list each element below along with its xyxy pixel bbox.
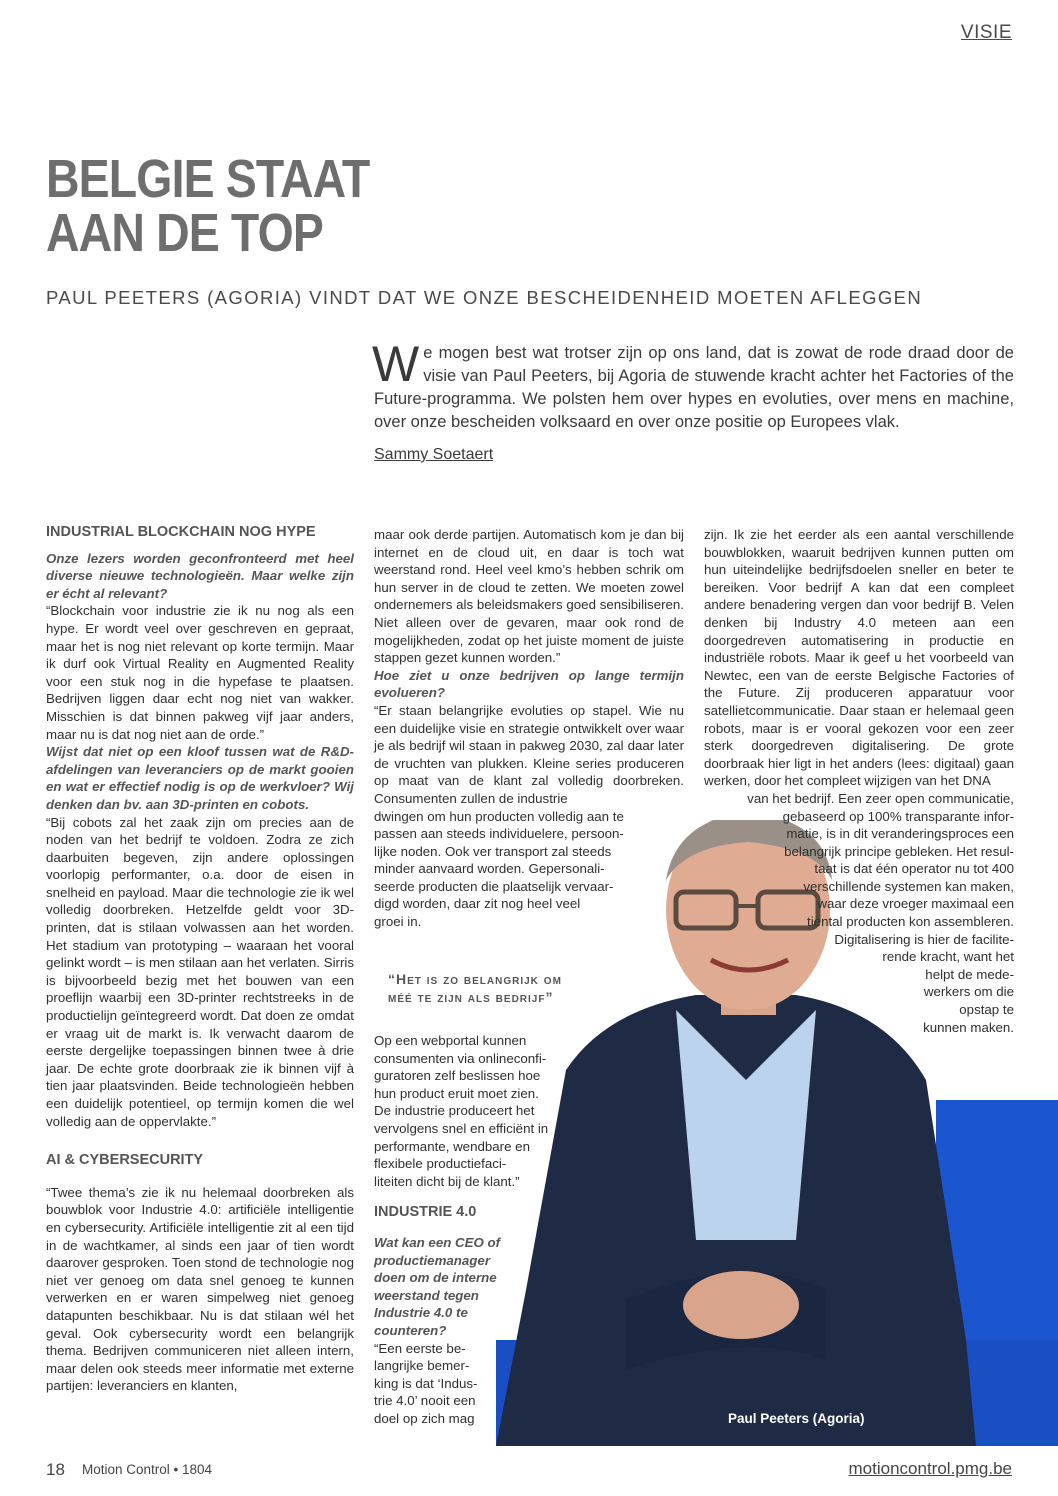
text-line: doen om de interne (374, 1270, 497, 1286)
text-line: helpt de mede- (925, 966, 1014, 982)
text-line: vervolgens snel en efficiënt in (374, 1120, 549, 1136)
text-line: matie, is in dit veranderingsproces een (786, 826, 1014, 842)
text-line: rende kracht, want het (882, 949, 1014, 965)
text-line: langrijke bemer- (374, 1358, 470, 1374)
photo-caption: Paul Peeters (Agoria) (728, 1411, 865, 1426)
title-line-1: BELGIE STAAT (46, 149, 370, 209)
text-line: trie 4.0’ nooit een (374, 1393, 476, 1409)
author-byline[interactable]: Sammy Soetaert (374, 446, 494, 463)
text-line: Digitalisering is hier de facilite- (834, 931, 1014, 947)
intro-paragraph (372, 336, 1014, 434)
title-line-2: AAN DE TOP (46, 203, 323, 263)
answer-6-wrap (704, 790, 1014, 1036)
text-line: verschillende systemen kan maken, (803, 878, 1014, 894)
text-line: digd worden, daar zit nog heel veel (374, 896, 581, 912)
column-1 (46, 524, 354, 1395)
text-line: consumenten via onlineconfi- (374, 1050, 547, 1066)
text-line: performante, wendbare en (374, 1138, 530, 1154)
heading-industrie-40: INDUSTRIE 4.0 (374, 1204, 477, 1221)
text-line: weerstand tegen (374, 1287, 479, 1303)
text-line: king is dat ‘Indus- (374, 1375, 478, 1391)
text-line: taat is dat één operator nu tot 400 (814, 861, 1014, 877)
text-line: seerde producten die plaatselijk vervaar- (374, 878, 614, 894)
dropcap: W (372, 336, 420, 392)
column-3 (704, 526, 1014, 1036)
text-line: opstap te (959, 1002, 1014, 1018)
text-line: waar deze vroeger maximaal een (817, 896, 1014, 912)
website-link[interactable]: motioncontrol.pmg.be (848, 1459, 1012, 1478)
heading-ai-cybersecurity: AI & CYBERSECURITY (46, 1152, 204, 1169)
text-line: passen aan steeds individuelere, persoon- (374, 826, 624, 842)
text-line: groei in. (374, 914, 422, 930)
text-line: gebaseerd op 100% transparante infor- (782, 808, 1014, 824)
pull-quote (388, 970, 562, 1006)
answer-4: maar ook derde partijen. Automatisch kom je dan bij internet en de cloud uit, en daar is toch wat weerstand rond. Heel veel kmo’s hebben schrik om hun server in de cloud te zetten. We moeten zowel ondernemers als beleidsmakers goed sensibiliseren. Niet alleen over de gevaren, maar ook rond de mogelijkheden, zodat op het juiste moment de juiste stappen gezet kunnen worden.” (374, 527, 684, 666)
text-line: Industrie 4.0 te (374, 1305, 468, 1321)
text-line: hun product eruit moet zien. (374, 1085, 539, 1101)
page-number: 18 (46, 1460, 65, 1479)
text-line: guratoren zelf beslissen hoe (374, 1068, 541, 1084)
heading-blockchain: INDUSTRIAL BLOCKCHAIN NOG HYPE (46, 524, 316, 540)
text-line: belangrijk principe gebleken. Het resul- (784, 843, 1014, 859)
text-line: De industrie produceert het (374, 1103, 535, 1119)
text-line: productiemanager (374, 1252, 491, 1268)
answer-3: “Twee thema’s zie ik nu helemaal doorbreken als bouwblok voor Industrie 4.0: artificiële intelligentie en cybersecurity. Artificiële intelligentie zit al een tijd in de wachtkamer, al sinds een jaar of tien wordt daarover gesproken. Toen stond de technologie nog niet ver genoeg om data snel genoeg te kunnen verwerken en er waren simpelweg niet genoeg datapunten beschikbaar. Nu is dat stilaan wél het geval. Ook cybersecurity wordt een belangrijk thema. Bedrijven communiceren niet alleen intern, maar delen ook steeds meer informatie met externe partijen: leveranciers en klanten, (46, 1184, 354, 1394)
text-line: lijke noden. Ook ver transport zal steeds (374, 843, 612, 859)
text-line: doel op zich mag (374, 1410, 475, 1426)
text-line: liteiten dicht bij de klant.” (374, 1173, 520, 1189)
text-line: van het bedrijf. Een zeer open communicatie, (747, 790, 1014, 806)
article-subtitle: PAUL PEETERS (AGORIA) VINDT DAT WE ONZE BESCHEIDENHEID MOETEN AFLEGGEN (46, 287, 923, 308)
text-line: counteren? (374, 1322, 447, 1338)
hands (683, 1271, 799, 1339)
text-line: kunnen maken. (923, 1019, 1014, 1035)
text-line: minder aanvaard worden. Gepersonali- (374, 861, 605, 877)
text-line: Wat kan een CEO of (374, 1234, 501, 1250)
column-2-lower (374, 1032, 559, 1427)
pull-quote-line: “Het is zo belangrijk om (388, 971, 562, 987)
text-line: “Een eerste be- (374, 1340, 466, 1356)
publication-name: Motion Control • 1804 (82, 1462, 213, 1477)
text-line: flexibele productiefaci- (374, 1156, 507, 1172)
intro-text: e mogen best wat trotser zijn op ons land, dat is zowat de rode draad door de visie van Paul Peeters, bij Agoria de stuwende kracht achter het Factories of the Future-programma. We polsten hem over hypes en evoluties, over mens en machine, over onze bescheiden volksaard en over onze positie op Europees vlak. (374, 344, 1014, 431)
answer-5-wrap (374, 808, 644, 931)
question-1: Onze lezers worden geconfronteerd met heel diverse nieuwe technologieën. Maar welke zijn er écht al relevant? (46, 550, 354, 601)
answer-2: “Bij cobots zal het zaak zijn om precies aan de noden van het bedrijf te voldoen. Zodra ze zich daarbuiten begeven, zijn andere oplossingen voorlopig performanter, o.a. door de eisen in snelheid en payload. Maar die technologie zie ik wel volledig doorbreken. Hetzelfde geldt voor 3D-printen, dat is stilaan volwassen aan het worden. Het stadium van prototyping – waaraan het vooral gelinkt wordt – is men stilaan aan het verlaten. Sirris is bijvoorbeeld bezig met het bouwen van een proeflijn waarbij een 3D-printer rechtstreeks in de productielijn geïntegreerd wordt. Dat doen ze omdat er vraag uit de markt is. Ik verwacht daarom de eerste dergelijke toepassingen binnen twee à drie jaar. De echte grote doorbraak zie ik binnen vijf à tien jaar plaatsvinden. Beide technologieën hebben een duidelijk potentieel, op termijn komen die wel volledig aan de oppervlakte.” (46, 814, 354, 1129)
answer-1: “Blockchain voor industrie zie ik nu nog als een hype. Er wordt veel over geschreven en gepraat, maar het is nog niet relevant op korte termijn. Maar ik durf ook Virtual Reality en Augmented Reality voor een stuk nog in die hypefase te plaatsen. Bedrijven liggen daar echt nog niet van wakker. Misschien is dat binnen pakweg vijf jaar anders, maar nu is dat nog niet aan de orde.” (46, 603, 354, 742)
article-title (46, 149, 370, 263)
text-line: werkers om die (923, 984, 1014, 1000)
text-line: dwingen om hun producten volledig aan te (374, 808, 624, 824)
answer-6: zijn. Ik zie het eerder als een aantal verschillende bouwblokken, waaruit bedrijven kunnen putten om hun uiteindelijke bedrijfsdoelen sneller en beter te bereiken. Voor bedrijf A kan dat een compleet andere benadering vergen dan voor bedrijf B. Velen denken bij Industry 4.0 meteen aan een doorgedreven automatisering in productie en industriële robots. Maar ik geef u het voorbeeld van Newtec, een van de eerste Belgische Factories of the Future. Zij produceren apparatuur voor satellietcommunicatie. Daar staan er helemaal geen robots, maar is er vooral gekozen voor een zeer sterk doorgedreven digitalisering. De grote doorbraak hier ligt in het anders (lees: digitaal) gaan werken, door het compleet wijzigen van het DNA (704, 527, 1014, 789)
text-line: Op een webportal kunnen (374, 1033, 527, 1048)
column-2 (374, 526, 684, 931)
section-tag[interactable]: VISIE (960, 22, 1012, 43)
text-line: tiental producten kon assembleren. (807, 914, 1014, 930)
answer-5: “Er staan belangrijke evoluties op stapel. Wie nu een duidelijke visie en strategie ontwikkelt over waar je als bedrijf wil staan in pakweg 2030, zal daar later de vruchten van plukken. Kleine series produceren op maat van de klant zal volledig doorbreken. Consumenten zullen de industrie (374, 702, 684, 806)
pull-quote-line: méé te zijn als bedrijf” (388, 989, 554, 1005)
question-3: Hoe ziet u onze bedrijven op lange termijn evolueren? (374, 667, 684, 701)
question-2: Wijst dat niet op een kloof tussen wat de R&D-afdelingen van leveranciers op de markt gooien en wat er effectief nodig is op de werkvloer? Wij denken dan bv. aan 3D-printen en cobots. (46, 744, 354, 812)
